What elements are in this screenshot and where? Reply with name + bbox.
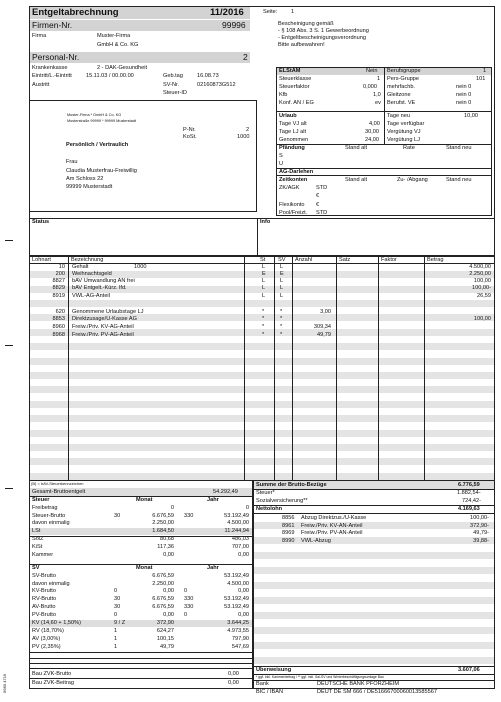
urlaub-value: 10,00 [464, 113, 478, 119]
sv-count: 1 [114, 628, 118, 634]
sv-label: KV (14,60 + 1,50%) [32, 620, 81, 626]
bau-label: Bau ZVK-Brutto [32, 671, 72, 677]
urlaub-label: Genommen [279, 137, 309, 143]
elstam-value: Nein [366, 68, 378, 74]
wage-extra: 1000 [134, 264, 147, 270]
elstam-label: ELStAM [279, 68, 301, 74]
zeitkonten-col: Stand neu [446, 177, 472, 183]
wage-st: E [262, 271, 266, 277]
sv-header: SV [32, 565, 40, 571]
elstam-value: nein 0 [456, 92, 472, 98]
abzug-value: 372,90- [470, 522, 489, 529]
wage-st: * [262, 324, 265, 330]
pnr-value: 2 [246, 127, 250, 133]
table-row-stripe [254, 567, 494, 575]
elstam-label: Gleitzone [387, 92, 411, 98]
sv-monat: 49,79 [160, 644, 174, 650]
abzug-value: 100,00- [470, 515, 489, 521]
wage-code: 10 [58, 264, 65, 270]
steuer-monat: 80,68 [160, 536, 174, 542]
abzug-block [253, 514, 495, 664]
steuer-label: SolZ [32, 536, 44, 542]
zeitkonten-unit: STD [316, 210, 328, 216]
steuer-block [29, 497, 253, 567]
sv-jahr: 53.192,49 [224, 573, 249, 579]
wage-col-header: SV [278, 257, 286, 263]
summe-label: Summe der Brutto-Bezüge [256, 482, 327, 488]
sv-label: PV (2,35%) [32, 644, 61, 650]
elstam-value: 101 [476, 76, 486, 82]
sv-monat: 6.676,59 [152, 596, 174, 602]
sv-count: 30 [114, 596, 121, 602]
wage-code: 8968 [52, 332, 65, 338]
sv-count: 1 [114, 636, 118, 642]
sv-jahr: 4.973,55 [227, 628, 249, 634]
wage-anzahl: 3,00 [320, 309, 331, 315]
bic-label: BIC / IBAN [256, 689, 284, 695]
wage-st: L [262, 278, 266, 284]
fold-mark [5, 345, 13, 346]
confidential-label: Persönlich / Vertraulich [66, 142, 129, 148]
bank-label: Bank [256, 681, 269, 687]
steuer-jahr: 11.244,94 [224, 528, 249, 534]
steuer-count: 330 [184, 512, 194, 519]
wage-sv: * [280, 324, 283, 330]
gesamt-value: 54.292,49 [213, 489, 238, 495]
wage-label: Direktzusage/U-Kasse AG [72, 316, 137, 322]
steuer-jahr: 53.192,49 [224, 512, 249, 519]
wage-sv: L [280, 278, 284, 284]
wage-st: L [262, 264, 266, 270]
ueberweisung-value: 3.607,06 [458, 667, 480, 673]
steuer-jahr: 707,00 [231, 544, 249, 550]
wage-label: Freiw./Priv. PV-AG-Anteil [72, 332, 134, 338]
eintritt-value: 15.11.03 / 00.00.00 [86, 73, 134, 79]
table-row-stripe [254, 552, 494, 560]
sv-label: AV-Brutto [32, 604, 56, 610]
geb-value: 16.08.73 [197, 73, 219, 79]
urlaub-value: 24,00 [365, 137, 379, 143]
page-number: 1 [291, 9, 295, 15]
urlaub-value: 4,00 [369, 121, 380, 127]
sv-monat: 6.676,59 [152, 573, 174, 579]
urlaub-label: Tage VJ alt [279, 121, 307, 127]
sv-label: AV (3,00%) [32, 636, 61, 642]
zeitkonten-unit: € [316, 202, 320, 208]
urlaub-label: Tage neu [387, 113, 411, 119]
pfaendung-col: Stand neu [446, 145, 472, 151]
zeitkonten-row: Pool/Freizt. [279, 210, 308, 216]
wage-sv: * [280, 309, 283, 315]
abzug-code: 8856 [282, 515, 295, 521]
sender-line: Muster-Firma * GmbH & Co. KG [67, 113, 122, 117]
elstam-value: ev [375, 100, 381, 106]
sv-jahr: 547,69 [231, 644, 249, 650]
cert-line: - § 108 Abs. 3 S. 1 Gewerbeordnung [278, 28, 369, 34]
abzug-label: Abzug Direktzus./U-Kasse [301, 515, 367, 521]
cert-line: - Entgeltbescheinigungsverordnung [278, 35, 367, 41]
darlehen-label: AG-Darlehen [279, 169, 314, 175]
wage-betrag: 100,00 [473, 316, 491, 322]
steuer-monat: 1.684,50 [152, 528, 174, 534]
zeitkonten-col: Zu- /Abgang [397, 177, 428, 183]
sv-jahr: 3.644,25 [227, 620, 249, 626]
steuer-jahr: 486,03 [231, 536, 249, 542]
sv-header: Jahr [207, 565, 219, 571]
steuer-label: Steuer-Brutto [32, 512, 66, 519]
wage-sv: * [280, 332, 283, 338]
abzug-label: VWL-Abzug [301, 537, 331, 544]
sozial-label: Sozialversicherung** [256, 498, 308, 504]
steuer-sum-label: Steuer* [256, 490, 275, 496]
sv-label: SV-Nr. [163, 82, 180, 88]
wage-col-header: St [260, 257, 266, 263]
sv-monat: 2.250,00 [152, 580, 174, 587]
fold-mark [5, 240, 13, 241]
sv-monat: 372,90 [156, 620, 174, 626]
wage-col-header: Faktor [381, 257, 397, 263]
sv-label: davon einmalig [32, 580, 70, 587]
pfaendung-col: Stand alt [345, 145, 368, 151]
gesamt-label: Gesamt-Bruttoentgelt [32, 489, 86, 495]
urlaub-label: Vergütung VJ [387, 129, 421, 135]
elstam-label: Steuerklasse [279, 76, 312, 82]
wage-code: 8960 [52, 324, 65, 330]
zeitkonten-unit: STD [316, 185, 328, 191]
wage-label: Gehalt [72, 264, 89, 270]
steuer-header: Steuer [32, 497, 50, 503]
firma-value: Muster-Firma [97, 33, 131, 39]
wage-col-header: Lohnart [32, 257, 51, 263]
pnr-label: P-Nr. [183, 127, 196, 133]
wage-sv: L [280, 293, 284, 299]
sv-monat: 100,15 [156, 636, 174, 642]
wage-sv: * [280, 316, 283, 322]
sv-jahr: 53.192,49 [224, 596, 249, 602]
urlaub-value: 30,00 [365, 129, 379, 135]
wage-col-header: Anzahl [295, 257, 313, 263]
wage-label: Genommene Urlaubstage LJ [72, 309, 144, 315]
steuer-header: Monat [136, 497, 153, 503]
wage-st: L [262, 285, 266, 291]
sv-monat: 0,00 [163, 588, 174, 594]
steuer-monat: 6.676,59 [152, 512, 174, 519]
netto-value: 4.169,63 [458, 506, 480, 512]
urlaub-label: Vergütung LJ [387, 137, 420, 143]
steuer-jahr: 4.500,00 [227, 520, 249, 526]
sozial-value: 724,42- [462, 498, 481, 504]
sv-count: 330 [184, 596, 194, 602]
elstam-label: mehrfachb. [387, 84, 415, 90]
wage-sv: L [280, 264, 284, 270]
personal-label: Personal-Nr. [32, 52, 80, 62]
sv-count: 9 / Z [114, 620, 126, 626]
cert-line: Bescheinigung gemäß [278, 21, 334, 27]
cert-line: Bitte aufbewahren! [278, 42, 325, 48]
sv-count: 0 [184, 612, 188, 618]
elstam-value: 1,0 [373, 92, 381, 98]
sv-label: SV-Brutto [32, 573, 56, 579]
urlaub-label: Tage verfügbar [387, 121, 425, 127]
table-row-stripe [254, 657, 494, 665]
sv-count: 30 [114, 604, 121, 610]
kk-value: 2 - DAK-Gesundheit [97, 65, 148, 71]
elstam-value: 0,000 [363, 84, 377, 90]
wage-code: 200 [55, 271, 65, 277]
abzug-code: 8990 [282, 537, 295, 544]
zeitkonten-row: Flexikonto [279, 202, 305, 208]
austritt-label: Austritt [32, 82, 50, 88]
sv-jahr: 4.500,00 [227, 580, 249, 587]
footnote: * ggf. inkl. Kammerbeitrag / ** ggf. inkl. Sai-SV und Winterbeschäftigungsumlage Bau [256, 675, 384, 679]
sv-monat: 624,27 [156, 628, 174, 634]
wage-code: 620 [55, 309, 65, 315]
sv-value: 02160873G512 [197, 82, 236, 88]
bic-value: DEUT DE SM 666 / DE51666700060013585567 [317, 689, 437, 695]
pfaendung-label: Pfändung [279, 145, 305, 151]
steuer-label: Freibetrag [32, 505, 58, 511]
sv-jahr: 797,90 [231, 636, 249, 642]
page-label: Seite: [263, 9, 278, 15]
sv-label: RV (18,70%) [32, 628, 64, 634]
address-box [29, 100, 257, 212]
wage-st: L [262, 293, 266, 299]
steuer-label: LSt [32, 528, 41, 534]
steuer-monat: 2.250,00 [152, 520, 174, 526]
bau-value: 0,00 [228, 680, 239, 686]
period: 11/2016 [210, 7, 244, 18]
wage-anzahl: 49,79 [317, 332, 331, 338]
bottom-code: 8960 4719 [2, 673, 8, 693]
wage-st: * [262, 332, 265, 338]
address-line: Claudia Musterfrau-Freiwillig [66, 168, 137, 174]
wage-code: 8827 [52, 278, 65, 284]
table-row-stripe [254, 627, 494, 635]
sv-label: KV-Brutto [32, 588, 56, 594]
steuer-label: Kammer [32, 552, 54, 558]
firma-label: Firma [32, 33, 47, 39]
steuer-label: davon einmalig [32, 520, 70, 526]
wage-col-header: Bezeichnung [71, 257, 104, 263]
summe-value: 6.776,59 [458, 482, 480, 488]
pfaendung-row: U [279, 161, 284, 167]
wage-st: * [262, 316, 265, 322]
steuer-monat: 0,00 [163, 552, 174, 558]
eintritt-label: Eintritt/L.-Eintritt [32, 73, 72, 79]
netto-label: Nettolohn [256, 506, 283, 512]
wage-code: 8853 [52, 316, 65, 322]
wage-col-header: Betrag [427, 257, 444, 263]
ueberweisung-label: Überweisung [256, 667, 292, 673]
wage-sv: E [280, 271, 284, 277]
fold-mark [5, 488, 13, 489]
table-row-stripe [254, 612, 494, 620]
abzug-value: 49,79- [473, 530, 489, 537]
elstam-label: Berufst. VE [387, 100, 416, 106]
bau-value: 0,00 [228, 671, 239, 677]
wage-st: * [262, 309, 265, 315]
steuer-id-label: Steuer-ID [163, 90, 187, 96]
wage-code: 8919 [52, 293, 65, 299]
steuer-monat: 117,36 [157, 544, 174, 550]
abzug-code: 8961 [282, 522, 295, 529]
steuer-jahr: 0,00 [238, 552, 249, 558]
wage-betrag: 100,00- [472, 285, 491, 291]
wage-code: 8829 [52, 285, 65, 291]
abzug-value: 39,88- [473, 537, 489, 544]
info-label: Info [260, 219, 271, 225]
sv-jahr: 0,00 [238, 612, 249, 618]
kost-value: 1000 [237, 134, 250, 140]
sv-label: RV-Brutto [32, 596, 57, 602]
urlaub-label: Urlaub [279, 113, 297, 119]
sv-jahr: 53.192,49 [224, 604, 249, 610]
steuer-label: KiSt [32, 544, 43, 550]
bau-label: Bau ZVK-Beitrag [32, 680, 74, 686]
sender-line2: Musterstraße 99999 * 99999 Musterstadt [67, 119, 137, 123]
elstam-label: Konf. AN / EG [279, 100, 314, 106]
firm-label: Firmen-Nr. [32, 20, 73, 30]
address-line: Am Schloss 22 [66, 176, 104, 182]
wage-label: VWL-AG-Anteil [72, 293, 110, 299]
wage-label: Weihnachtsgeld [72, 271, 112, 277]
pfaendung-col: Rate [403, 145, 415, 151]
elstam-value: nein 0 [456, 100, 472, 106]
bav-note: (B) = bAV-Steuerkennzeichen [31, 481, 84, 486]
sv-count: 0 [184, 588, 188, 594]
address-line: Frau [66, 159, 78, 165]
elstam-label: Steuerfaktor [279, 84, 310, 90]
kost-label: KoSt. [183, 134, 197, 140]
wage-label: bAV Entgelt.-Kürz. lfd. [72, 285, 127, 291]
sv-header: Monat [136, 565, 153, 571]
steuer-monat: 0 [170, 505, 174, 511]
table-row-stripe [254, 642, 494, 650]
sv-jahr: 0,00 [238, 588, 249, 594]
zeitkonten-label: Zeitkonten [279, 177, 308, 183]
sv-count: 0 [114, 588, 118, 594]
steuer-jahr: 0 [245, 505, 249, 511]
firma-value2: GmbH & Co. KG [97, 42, 139, 48]
wage-label: bAV Umwandlung AN frei [72, 278, 135, 284]
wage-betrag: 4.500,00 [469, 264, 491, 270]
abzug-label: Freiw./Priv. PV-AN-Anteil [301, 530, 363, 537]
zeitkonten-col: Stand alt [345, 177, 368, 183]
pfaendung-row: S [279, 153, 283, 159]
sv-count: 330 [184, 604, 194, 610]
status-label: Status [32, 219, 50, 225]
wage-betrag: 100,00 [473, 278, 491, 284]
zeitkonten-unit: € [316, 193, 320, 199]
elstam-value: nein 0 [456, 84, 472, 90]
wage-label: Freiw./Priv. KV-AG-Anteil [72, 324, 134, 330]
table-row-stripe [254, 582, 494, 590]
kk-label: Krankenkasse [32, 65, 68, 71]
wage-anzahl: 309,34 [313, 324, 331, 330]
wage-col-header: Satz [339, 257, 351, 263]
elstam-value: 1 [377, 76, 381, 82]
elstam-label: Berufsgruppe [387, 68, 421, 74]
sv-monat: 0,00 [163, 612, 174, 618]
table-row-stripe [254, 597, 494, 605]
wage-betrag: 2.250,00 [469, 271, 491, 277]
bank-value: DEUTSCHE BANK PFORZHEIM [317, 681, 400, 687]
address-line: 99999 Musterstadt [66, 184, 113, 190]
personal-number: 2 [243, 52, 248, 62]
urlaub-label: Tage LJ alt [279, 129, 307, 135]
abzug-code: 8969 [282, 530, 295, 537]
sv-monat: 6.676,59 [152, 604, 174, 610]
wage-rows [29, 264, 495, 479]
page-title: Entgeltabrechnung [32, 7, 119, 18]
wage-betrag: 26,59 [477, 293, 491, 299]
steuer-sum-value: 1.882,54- [457, 490, 481, 496]
elstam-label: Kfb [279, 92, 288, 98]
steuer-count: 30 [114, 512, 121, 519]
elstam-value: 1 [483, 68, 487, 74]
firm-number: 99996 [222, 20, 246, 30]
wage-sv: L [280, 285, 284, 291]
zeitkonten-row: ZK/AGK [279, 185, 300, 191]
steuer-header: Jahr [207, 497, 219, 503]
sv-label: PV-Brutto [32, 612, 56, 618]
geb-label: Geb.tag [163, 73, 183, 79]
abzug-label: Freiw./Priv. KV-AN-Anteil [301, 522, 363, 529]
elstam-label: Pers-Gruppe [387, 76, 420, 82]
sv-count: 1 [114, 644, 118, 650]
sv-count: 0 [114, 612, 118, 618]
